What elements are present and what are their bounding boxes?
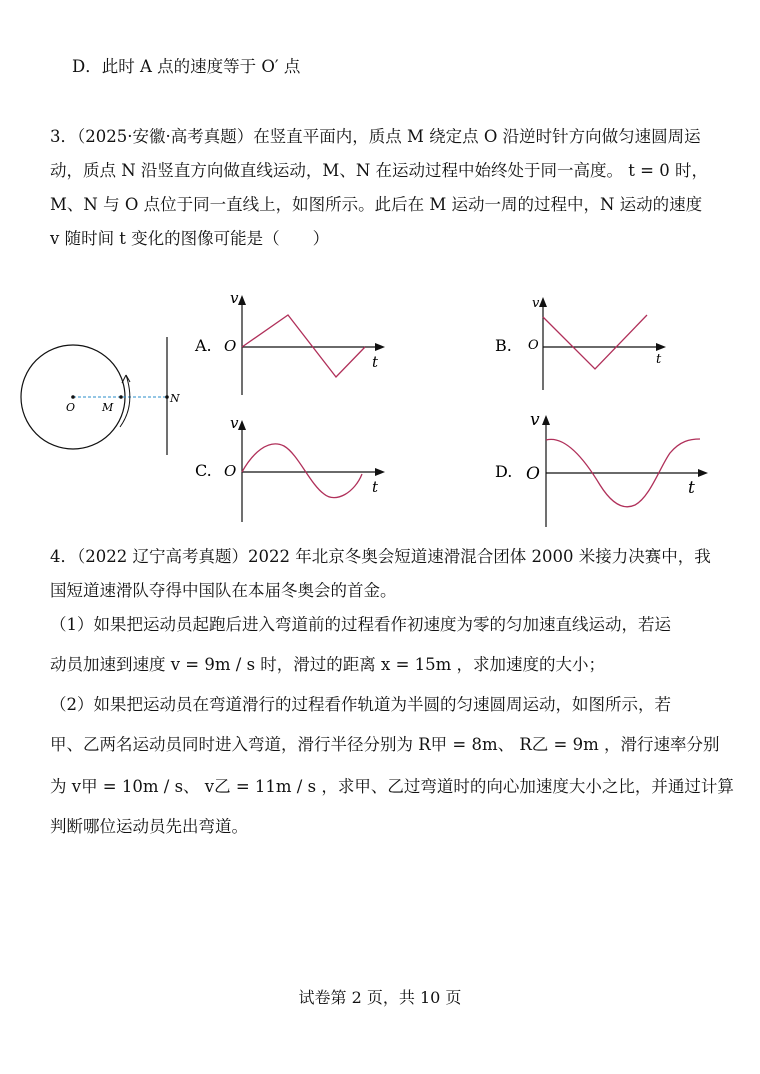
q3-line-1: 3．（2025·安徽·高考真题）在竖直平面内，质点 M 绕定点 O 沿逆时针方向做匀速圆周运 <box>50 127 701 146</box>
axis-t: t <box>688 478 695 498</box>
label-m: M <box>102 401 114 414</box>
origin: O <box>528 338 539 353</box>
label-o: O <box>66 401 76 414</box>
axis-v: v <box>230 414 239 432</box>
q3-line-4: v 随时间 t 变化的图像可能是（ ） <box>50 229 330 248</box>
q2-option-d: D．此时 A 点的速度等于 O′ 点 <box>72 57 301 76</box>
option-a-label: A. <box>195 336 212 355</box>
option-c-label: C. <box>195 461 212 480</box>
q4-line-3: （1）如果把运动员起跑后进入弯道前的过程看作初速度为零的匀加速直线运动，若运 <box>50 615 671 634</box>
q4-line-8: 判断哪位运动员先出弯道。 <box>50 817 248 836</box>
circle-diagram <box>10 325 200 505</box>
q4-line-5: （2）如果把运动员在弯道滑行的过程看作轨道为半圆的匀速圆周运动，如图所示，若 <box>50 695 671 714</box>
graph-d <box>490 405 710 535</box>
curve-a <box>242 315 365 377</box>
graph-a <box>190 285 390 405</box>
axis-v: v <box>532 296 540 311</box>
page-footer: 试卷第 2 页，共 10 页 <box>298 988 462 1007</box>
curve-c <box>242 444 362 498</box>
axis-v: v <box>230 289 239 307</box>
curve-b <box>543 315 647 369</box>
q4-line-4: 动员加速到速度 v = 9m / s 时，滑过的距离 x = 15m ，求加速度的大小； <box>50 655 606 674</box>
q3-line-3: M、N 与 O 点位于同一直线上，如图所示。此后在 M 运动一周的过程中，N 运动的速度 <box>50 195 703 214</box>
point-m <box>119 395 123 399</box>
q3-line-2: 动，质点 N 沿竖直方向做直线运动，M、N 在运动过程中始终处于同一高度。 t = 0 时， <box>50 161 708 180</box>
axis-v: v <box>530 410 540 430</box>
origin: O <box>224 462 237 480</box>
option-d-label: D. <box>495 462 513 481</box>
label-n: N <box>170 392 180 405</box>
axis-t: t <box>372 353 379 371</box>
q4-line-7: 为 v甲 = 10m / s、 v乙 = 11m / s ，求甲、乙过弯道时的向心加速度大小之比，并通过计算 <box>50 777 734 796</box>
axis-t: t <box>372 478 379 496</box>
graph-b <box>490 285 690 405</box>
point-o <box>71 395 75 399</box>
q4-line-2: 国短道速滑队夺得中国队在本届冬奥会的首金。 <box>50 581 397 600</box>
q4-line-6: 甲、乙两名运动员同时进入弯道，滑行半径分别为 R甲 = 8m、 R乙 = 9m ，滑行速率分别 <box>50 735 720 754</box>
option-b-label: B. <box>495 336 512 355</box>
axis-t: t <box>656 352 662 367</box>
graph-c <box>190 410 390 530</box>
q4-line-1: 4．（2022 辽宁高考真题）2022 年北京冬奥会短道速滑混合团体 2000 米接力决赛中，我 <box>50 547 711 566</box>
origin: O <box>526 464 540 484</box>
origin: O <box>224 337 237 355</box>
